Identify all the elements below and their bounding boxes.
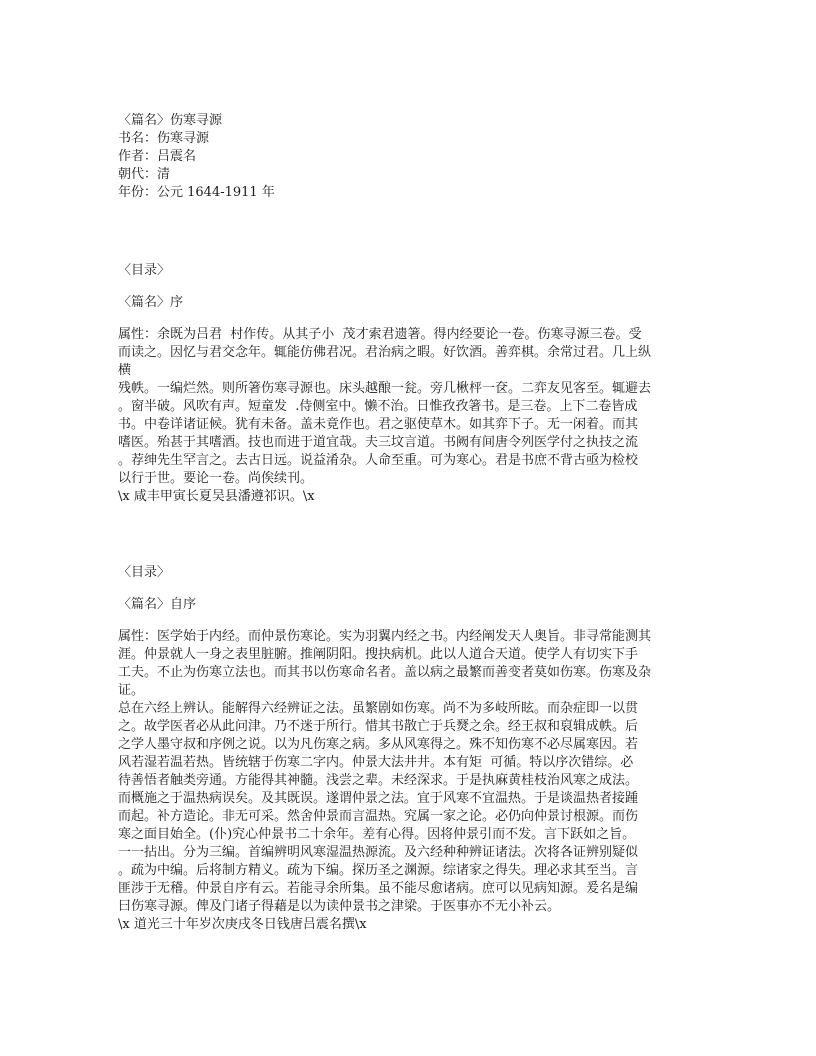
body-line: 书。中卷详诸证候。犹有未备。盖未竟作也。君之驱使草木。如其弈下子。无一闲着。而其: [118, 417, 639, 432]
body-line: 曰伤寒寻源。俾及门诸子得藉是以为读仲景书之津梁。于医事亦不无小补云。: [118, 899, 561, 914]
body-line: 总在六经上辨认。能解得六经辨证之法。虽繁剧如伤寒。尚不为多岐所眩。而杂症即一以贯: [118, 701, 639, 716]
preface-section: [118, 262, 706, 506]
body-line: 之。故学医者必从此问津。乃不迷于所行。惜其书散亡于兵燹之余。经王叔和裒辑成帙。后: [118, 719, 639, 734]
body-line: 残帙。一编烂然。则所箸伤寒寻源也。床头越酿一瓮。旁几楸枰一奁。二弈友见客至。辄避去: [118, 381, 652, 396]
body-line: 而概施之于温热病误矣。及其既误。遂谓仲景之法。宜于风寒不宜温热。于是谈温热者接踵: [118, 791, 639, 806]
self-preface-section: [118, 564, 706, 934]
body-line: 风若湿若温若热。皆统辖于伤寒二字内。仲景大法井井。本有矩 可循。特以序次错综。必: [118, 755, 634, 770]
document-page: [118, 112, 706, 934]
preface-body: [118, 326, 706, 506]
body-line: 涯。仲景就人一身之表里脏腑。推阐阴阳。搜抉病机。此以人道合天道。使学人有切实下手: [118, 647, 639, 662]
signature-line: \x 道光三十年岁次庚戌冬日钱唐吕震名撰\x: [118, 917, 367, 932]
chapter-heading: 〈篇名〉自序: [118, 597, 197, 612]
self-preface-body: [118, 628, 706, 934]
year-line: 年份：公元 1644-1911 年: [118, 185, 275, 200]
body-line: 嗜医。殆甚于其嗜酒。技也而进于道宜哉。夫三坟言道。书阙有间唐令列医学付之执技之流: [118, 435, 639, 450]
body-line: 属性：医学始于内经。而仲景伤寒论。实为羽翼内经之书。内经阐发天人奥旨。非寻常能测其: [118, 629, 652, 644]
body-line: 待善悟者触类旁通。方能得其神髓。浅尝之辈。未经深求。于是执麻黄桂枝治风寒之成法。: [118, 773, 639, 788]
body-line: 横: [118, 363, 132, 378]
title-line: 〈篇名〉伤寒寻源: [118, 113, 223, 128]
body-line: 而读之。因忆与君交念年。辄能仿佛君况。君治病之暇。好饮酒。善弈棋。余常过君。几上纵: [118, 345, 652, 360]
signature-line: \x 咸丰甲寅长夏吴县潘遵祁识。\x: [118, 489, 315, 504]
body-line: 匪涉于无稽。仲景自序有云。若能寻余所集。虽不能尽愈诸病。庶可以见病知源。爰名是编: [118, 881, 639, 896]
book-line: 书名：伤寒寻源: [118, 131, 210, 146]
body-line: 以行于世。要论一卷。尚俟续刊。: [118, 471, 314, 486]
body-line: 。疏为中编。后将制方精义。疏为下编。探历圣之渊源。综诸家之得失。理必求其至当。言: [118, 863, 639, 878]
body-line: 。荐绅先生罕言之。去古日远。说益淆杂。人命至重。可为寒心。君是书庶不背古亟为检校: [118, 453, 639, 468]
author-line: 作者：吕震名: [118, 149, 197, 164]
body-line: 寒之面目始全。(仆)究心仲景书二十余年。差有心得。因将仲景引而不发。言下跃如之旨。: [118, 827, 636, 842]
body-line: 而起。补方造论。非无可采。然舍仲景而言温热。究属一家之论。必仍向仲景讨根源。而伤: [118, 809, 639, 824]
body-line: 之学人墨守叔和序例之说。以为凡伤寒之病。多从风寒得之。殊不知伤寒不必尽属寒因。若: [118, 737, 639, 752]
dynasty-line: 朝代：清: [118, 167, 171, 182]
body-line: 。窗半破。风吹有声。短童发 .侍侧室中。懒不治。日惟孜孜箸书。是三卷。上下二卷皆成: [118, 399, 638, 414]
body-line: 工夫。不止为伤寒立法也。而其书以伤寒命名者。盖以病之最繁而善变者莫如伤寒。伤寒及杂: [118, 665, 652, 680]
body-line: 证。: [118, 683, 145, 698]
body-line: 一一拈出。分为三编。首编辨明风寒湿温热源流。及六经种种辨证诸法。次将各证辨别疑似: [118, 845, 639, 860]
toc-heading: 〈目录〉: [118, 263, 171, 278]
chapter-heading: 〈篇名〉序: [118, 295, 184, 310]
toc-heading: 〈目录〉: [118, 565, 171, 580]
header-block: [118, 112, 706, 202]
body-line: 属性：余既为吕君 村作传。从其子小 茂才索君遗箸。得内经要论一卷。伤寒寻源三卷。受: [118, 327, 642, 342]
